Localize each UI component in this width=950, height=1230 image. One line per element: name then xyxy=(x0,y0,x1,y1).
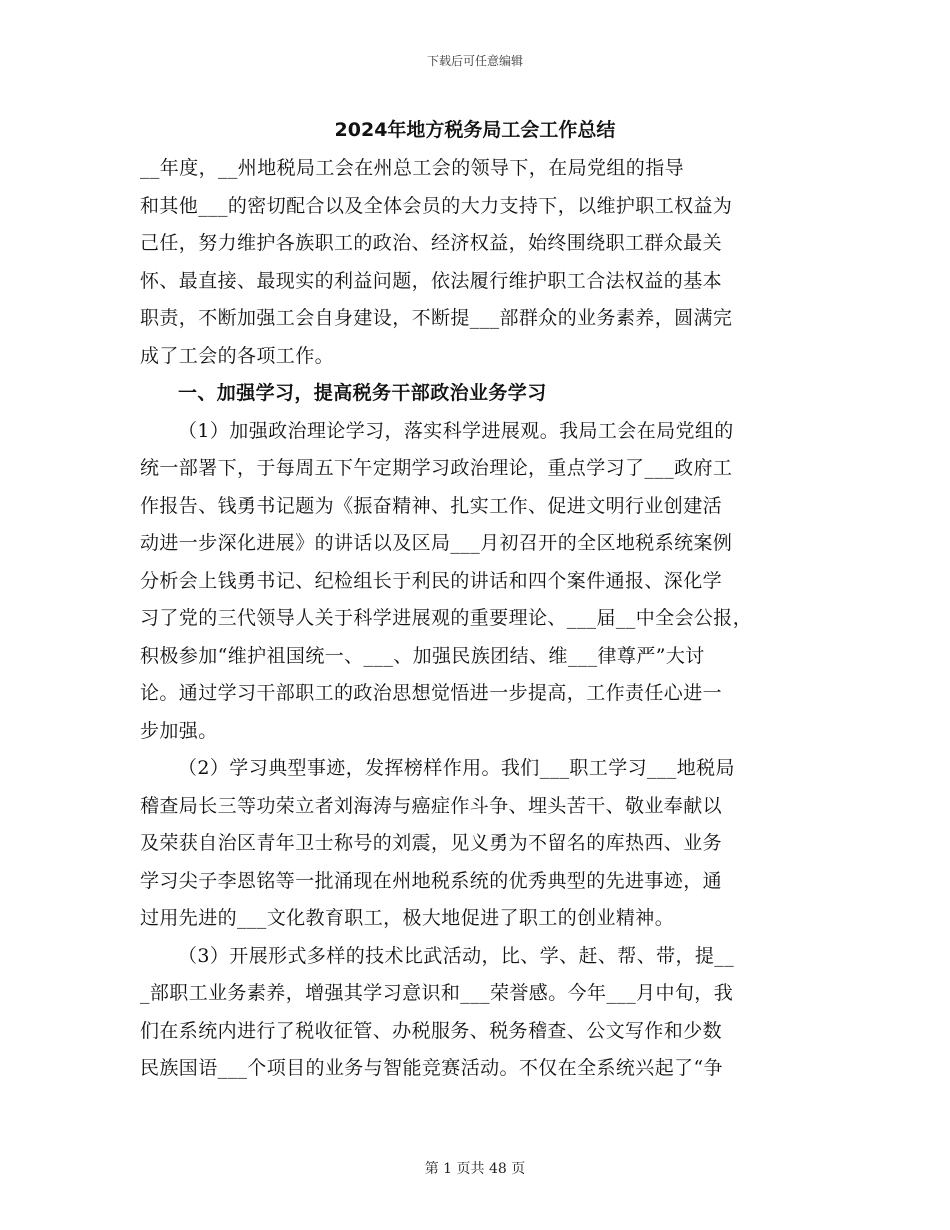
body-text-line: 己任，努力维护各族职工的政治、经济权益，始终围绕职工群众最关 xyxy=(140,232,723,254)
page-footer: 第 1 页共 48 页 xyxy=(424,1161,526,1177)
body-text-line: 动进一步深化进展》的讲话以及区局___月初召开的全区地税系统案例 xyxy=(140,532,733,554)
body-text-line: 积极参加“维护祖国统一、___、加强民族团结、维___律尊严”大讨 xyxy=(140,644,705,667)
page-header: 下载后可任意编辑 xyxy=(426,54,523,68)
section-heading: 一、加强学习，提高税务干部政治业务学习 xyxy=(178,382,547,404)
body-text-line: 分析会上钱勇书记、纪检组长于利民的讲话和四个案件通报、深化学 xyxy=(140,569,723,592)
body-text-line: 及荣获自治区青年卫士称号的刘震，见义勇为不留名的库热西、业务 xyxy=(140,832,723,854)
document-title: 2024年地方税务局工会工作总结 xyxy=(334,119,616,141)
body-text-line: 习了党的三代领导人关于科学进展观的重要理论、___届__中全会公报， xyxy=(140,607,753,629)
body-text-line: 和其他___的密切配合以及全体会员的大力支持下，以维护职工权益为 xyxy=(140,194,733,217)
body-text-line: （1）加强政治理论学习，落实科学进展观。我局工会在局党组的 xyxy=(178,419,734,442)
body-text-line: 统一部署下，于每周五下午定期学习政治理论，重点学习了___政府工 xyxy=(140,457,733,479)
body-text-line: 作报告、钱勇书记题为《振奋精神、扎实工作、促进文明行业创建活 xyxy=(140,494,723,517)
body-text-line: 学习尖子李恩铭等一批涌现在州地税系统的优秀典型的先进事迹，通 xyxy=(140,869,723,892)
body-text-line: _部职工业务素养，增强其学习意识和___荣誉感。今年___月中旬，我 xyxy=(140,982,734,1004)
body-text-line: 怀、最直接、最现实的利益问题，依法履行维护职工合法权益的基本 xyxy=(140,269,723,292)
body-text-line: （3）开展形式多样的技术比武活动，比、学、赶、帮、带，提__ xyxy=(178,944,735,967)
body-text-line: __年度，__州地税局工会在州总工会的领导下，在局党组的指导 xyxy=(140,157,685,179)
body-text-line: （2）学习典型事迹，发挥榜样作用。我们___职工学习___地税局 xyxy=(178,757,735,779)
body-text-line: 过用先进的___文化教育职工，极大地促进了职工的创业精神。 xyxy=(140,907,675,929)
body-text-line: 步加强。 xyxy=(140,719,218,742)
body-text-line: 稽查局长三等功荣立者刘海涛与癌症作斗争、埋头苦干、敬业奉献以 xyxy=(140,794,723,817)
body-text-line: 们在系统内进行了税收征管、办税服务、税务稽查、公文写作和少数 xyxy=(140,1019,723,1042)
body-text-line: 民族国语___个项目的业务与智能竞赛活动。不仅在全系统兴起了“争 xyxy=(140,1057,724,1079)
body-text-line: 成了工会的各项工作。 xyxy=(140,344,335,367)
body-text-line: 职责，不断加强工会自身建设，不断提___部群众的业务素养，圆满完 xyxy=(140,307,733,329)
document-body xyxy=(140,150,810,1088)
body-text-line: 论。通过学习干部职工的政治思想觉悟进一步提高，工作责任心进一 xyxy=(140,682,723,704)
